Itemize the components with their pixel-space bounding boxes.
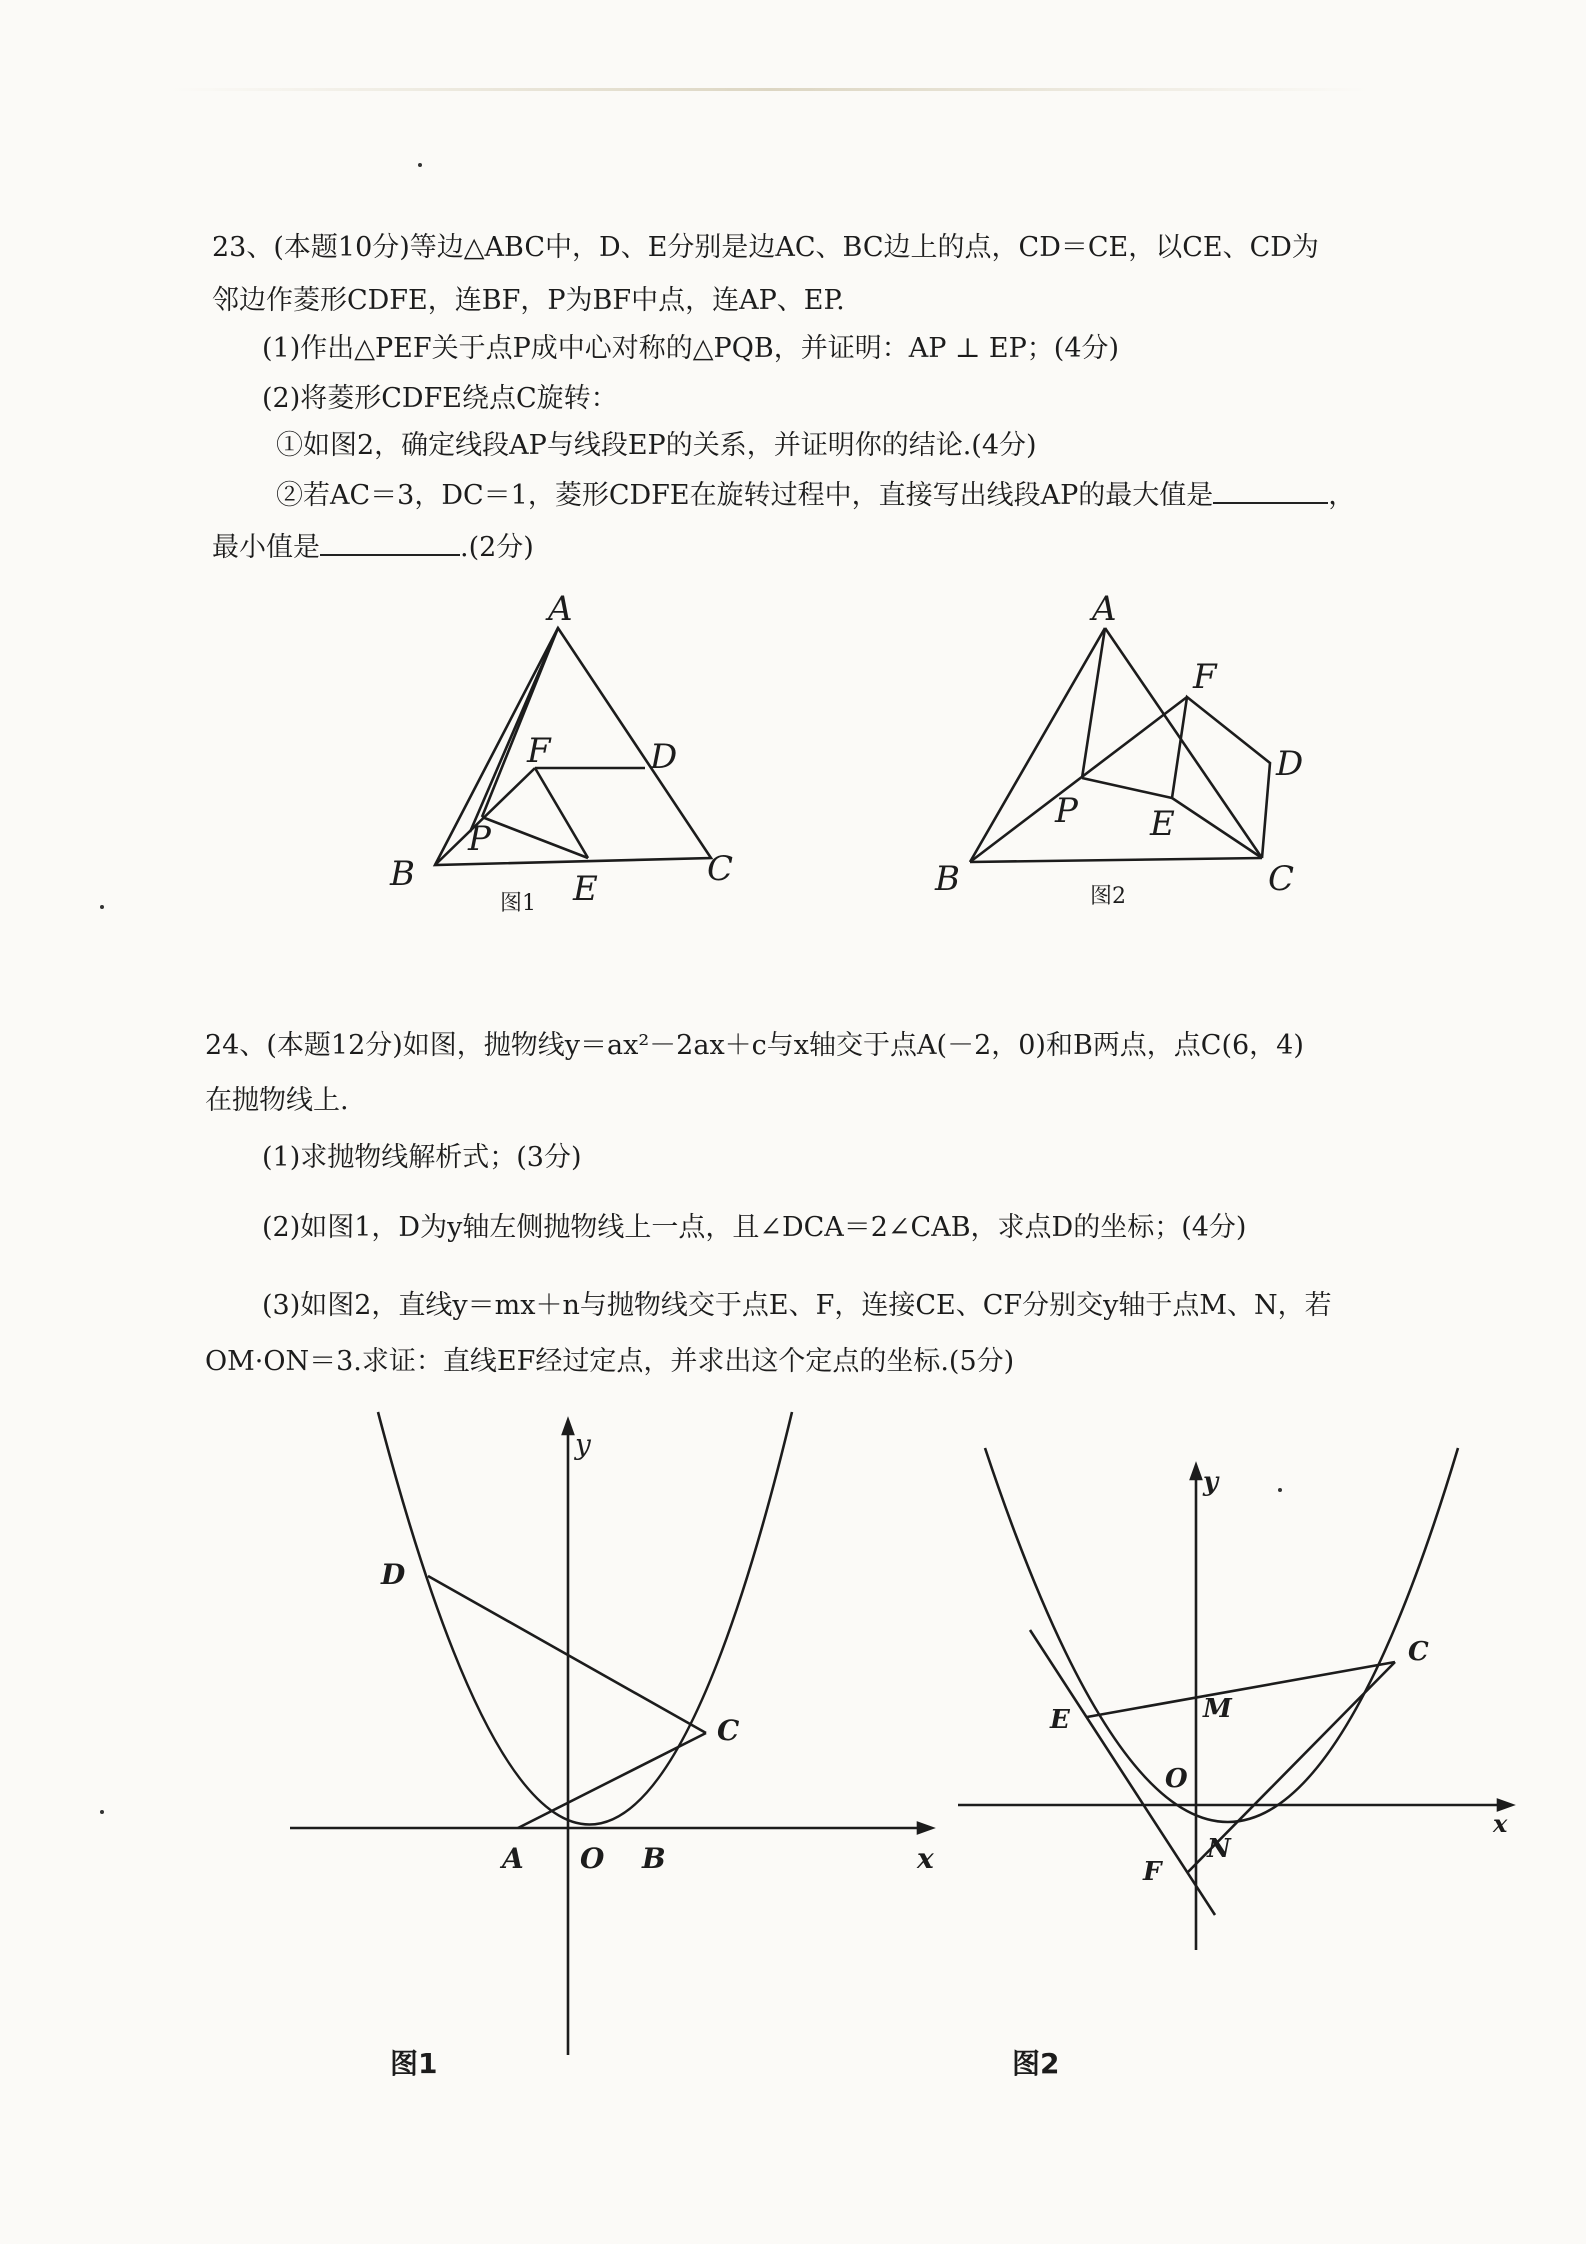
scan-speck (1278, 1488, 1282, 1492)
q24-fig2-caption: 图2 (1012, 2047, 1060, 2080)
fig2-label-y: y (1203, 1467, 1219, 1497)
fig1-label-y: y (575, 1428, 591, 1461)
q23-part2-1: ①如图2，确定线段AP与线段EP的关系，并证明你的结论.(4分) (276, 430, 1037, 461)
q24-part3: (3)如图2，直线y＝mx＋n与抛物线交于点E、F，连接CE、CF分别交y轴于点M、N，若 (262, 1290, 1332, 1321)
q24-part2: (2)如图1，D为y轴左侧抛物线上一点，且∠DCA＝2∠CAB，求点D的坐标；(4分) (262, 1212, 1247, 1243)
fig2-label-d: D (1276, 744, 1304, 784)
fig1-label-c: C (717, 1714, 740, 1747)
fig1-label-b: B (642, 1842, 666, 1875)
fig1-label-b: B (390, 854, 415, 894)
fig2-label-f: F (1143, 1857, 1162, 1887)
fig1-label-x: x (917, 1842, 934, 1875)
q23-comma: ， (1328, 480, 1356, 511)
fig2-label-e: E (1150, 804, 1175, 844)
fig2-label-e: E (1050, 1705, 1070, 1735)
fig2-caption: 图2 (1090, 884, 1126, 909)
fig2-label-c: C (1268, 859, 1295, 899)
q23-score-note: .(2分) (460, 532, 534, 563)
parabola (985, 1448, 1458, 1822)
q24-line6: OM·ON＝3.求证：直线EF经过定点，并求出这个定点的坐标.(5分) (205, 1346, 1015, 1377)
fig2-label-c: C (1408, 1637, 1429, 1667)
q24-line1: 24、(本题12分)如图，抛物线y＝ax²－2ax＋c与x轴交于点A(－2，0)和B两点，点C(6，4) (205, 1030, 1304, 1061)
q23-part1: (1)作出△PEF关于点P成中心对称的△PQB，并证明：AP ⊥ EP；(4分) (262, 333, 1120, 364)
fig1-label-f: F (527, 731, 551, 771)
fig1-label-a: A (502, 1842, 524, 1875)
fig1-label-d: D (650, 737, 678, 777)
fig2-label-f: F (1193, 657, 1217, 697)
fig1-label-o: O (580, 1842, 605, 1875)
fig2-label-b: B (935, 859, 960, 899)
fig1-caption: 图1 (500, 891, 536, 916)
q24-part1: (1)求抛物线解析式；(3分) (262, 1142, 582, 1173)
q23-part2-2-text: ②若AC＝3，DC＝1，菱形CDFE在旋转过程中，直接写出线段AP的最大值是 (276, 480, 1214, 511)
q23-line2: 邻边作菱形CDFE，连BF，P为BF中点，连AP、EP. (212, 285, 845, 316)
fig2-label-x: x (1493, 1809, 1508, 1838)
fig2-label-m: M (1203, 1694, 1232, 1724)
fig2-label-o: O (1165, 1764, 1188, 1794)
fig1-label-e: E (573, 869, 598, 909)
q23-part2: (2)将菱形CDFE绕点C旋转： (262, 383, 618, 414)
y-axis-arrow (1191, 1465, 1201, 1479)
fig2-label-p: P (1055, 791, 1078, 831)
q23-line1: 23、(本题10分)等边△ABC中，D、E分别是边AC、BC边上的点，CD＝CE，以CE、CD为 (212, 232, 1319, 263)
fig1-label-p: P (468, 819, 491, 859)
fig2-label-n: N (1207, 1834, 1231, 1864)
q24-fig1-caption: 图1 (390, 2047, 438, 2080)
q24-line2: 在抛物线上. (205, 1085, 349, 1116)
fig2-label-a: A (1092, 589, 1117, 629)
fig1-label-a: A (548, 589, 573, 629)
q23-min-label: 最小值是 (212, 532, 320, 563)
fig1-label-c: C (707, 849, 734, 889)
fig1-label-d: D (381, 1558, 406, 1591)
